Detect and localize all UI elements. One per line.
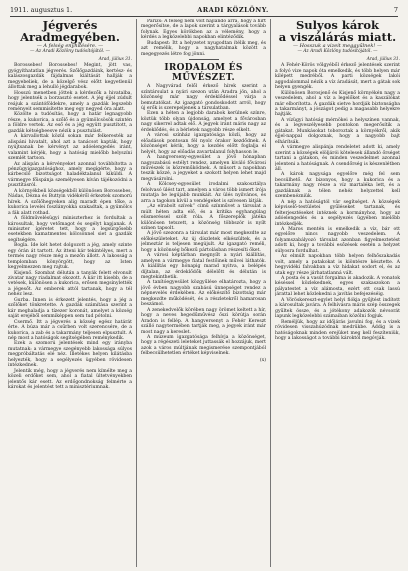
column-right (275, 19, 400, 567)
paragraph: Bogla. Ide két hetet dolgozott a jég, amely szinte egy órán át tartott. Az itteni kár tekintélyes, mert a termés nagy része még a mezőn állott. A lakosság a templomban könyörgött, hogy az Isten kegyelmezzen meg rajtuk. (8, 243, 132, 271)
paragraph: A nép a hatóságtól vár segítséget. A községek képviselő-testületei gyűléseket tartanak, és felterjesztéseket intéznek a kormányhoz, hogy az adóelengedés és a segélyezés ügyében mielőbb intézkedjék. (275, 199, 400, 227)
paragraph: Jelentik még, hogy a jégverés nem kímélte meg a közeli erdőket sem, ahol a fiatal ültetvényekben jelentős kár esett. Az erdőgondnokság felmérte a károkat és jelentést tett a minisztériumnak. (8, 368, 132, 391)
paragraph: Ezen a héten a legjobb darabok kerülnek színre, köztük több olyan újdonság, amelyet a fővárosban nagy sikerrel adtak elő. A jegyek iránt máris nagy az érdeklődés, és a bérletek nagyobb része elkelt. (141, 111, 266, 133)
article-source-hail: — Az Aradi Közlöny tudósítójától. — (29, 49, 111, 55)
paragraph: A hangverseny-egyesület a jövő hónapban nagyszabású estélyt rendez, amelyen kiváló fővárosi művészek is közreműködnek. A műsort a napokban teszik közzé, a jegyeket a szokott helyen lehet majd megvásárolni. (141, 155, 266, 182)
paragraph: „Az elrabolt szívek” című színművet a társulat a múlt héten adta elő, és a kritika egyhangúlag elismeréssel szólt róla. A főszereplők játéka különösen tetszett, a közönség többször is nyílt színen tapsolt. (141, 204, 266, 231)
paragraph: A múzeum igazgatósága felhívja a közönséget, hogy a régészeti leleteket juttassák el hozzájuk, mert azok a város múltjának megismerése szempontjából felbecsülhetetlen értéket képviselnek. (141, 335, 266, 357)
paragraph: Párizs: A felség nem volt hajlandó arra, hogy a hírt megerősítse, de a lapok szerint a tárgyalások tovább folynak. Egyes körökben az a vélemény, hogy a kérdés a legközelebbi napokban elintéződik. (141, 19, 266, 41)
paragraph: Az alispán a kérvényeket azonnal továbbította a pénzügyigazgatósághoz, amely megígérte, hogy a kárbecslő bizottságot haladéktalanul kiküldi. A vármegye főispánja személyesen kíván tájékozódni a pusztításról. (8, 161, 132, 189)
paragraph: Borossebes! Borossebes! Megint, jött vas, gyógyíthatatlan jégverés. Szőlőgazdáink, kertész- és kalászosgazdák fájdalmas kiáltását hallják a megyebeliek, de a közelgő vész előtt kegyetlenül állottak meg a lehulló jégdarabok. (8, 63, 132, 91)
paragraph: Kisjenő. Szombat délután a tanyák felett elvonult zivatar nagy riadalmat okozott. A kár itt kisebb, de a vetések, különösen a kukorica, erősen megsínylették a jégesőt. Az emberek attól tartanak, hogy a tél nehéz lesz. (8, 270, 132, 298)
article-source-flood: — Az Aradi Közlöny tudósítójától. — (297, 49, 378, 55)
paragraph: A Maros mentén is emelkedik a víz, bár ott egyelőre nincs nagyobb veszedelem. A folyamszabályozó társulat azonban figyelmeztetést adott ki, hogy a további esőzések esetén a helyzet súlyosra fordulhat. (275, 226, 400, 254)
paragraph: A Vöröskereszt-egylet helyi fiókja gyűjtést indított a károsultak javára. A felhívásra máris szép összegek gyűltek össze, és a jótékony adakozók névsorát lapunk legközelebbi számaiban közölni fogjuk. (275, 297, 400, 320)
paragraph: Ezek a szomorú jelentések mind egy irányba mutatnak: a vármegye szegényebb lakossága súlyos megpróbáltatás elé néz. Illetékes helyen kilátásba helyezték, hogy a segélyezés ügyében rövidesen intézkednek. (8, 341, 132, 369)
section-title-literature: IRODALOM ÉS MŰVÉSZET. (164, 63, 243, 84)
article-title-flood-line2: a viszálárás miatt. (278, 30, 397, 44)
page-header (10, 4, 398, 17)
paragraph: A károk nagysága egyelőre még fel sem becsülhető. Az bizonyos, hogy a kukorica és a takarmány nagy része a víz martaléka lett, és a gazdáknak a télen nehéz helyzettel kell szembenézniük. (275, 172, 400, 200)
paragraph: A kárvallottak közül sokan már felkeresték az alispáni hivatalt, ahol azt a tanácsot kapták, hogy nyújtsanak be kérvényt az adóelengedés iránt, valamint kérjék, hogy a hatóság mielőbb helyszíni szemlét tartson. (8, 134, 132, 162)
column-left (8, 19, 132, 567)
column-rule-left (136, 19, 137, 567)
article-end-mark: (x) (259, 357, 266, 363)
paragraph: A városi színház igazgatósága közli, hogy az előadások pontosan fél nyolc órakor kezdődnek. A közönséget kérik, hogy a kezdés előtt foglalja el helyét, hogy az előadás zavartalanul folyhasson le. (141, 133, 266, 155)
paragraph: Reméljük, hogy az időjárás javulni fog, és a vizek rövidesen visszahúzódnak medrükbe. Addig is a hatóságoknak minden erejüket meg kell feszíteniük, hogy a lakosságot a további károktól megóvják. (275, 319, 400, 342)
article-subtitle-hail: — A felség enyhítésére. — (36, 43, 104, 49)
column-rule-right (270, 19, 271, 567)
paragraph: A földművelésügyi miniszterhez is fordultak a károsultak, hogy vetőmagot és segélyt kapjanak. A miniszter ígéretet tett, hogy a legsürgősebb esetekben kamatmentes kölcsönnel siet a gazdák segítségére. (8, 216, 132, 243)
paragraph: A vízügyi hatóság mérnökei a helyszínen vannak, és a legveszélyesebb pontokon megerősítik a gátakat. Munkásokat toboroztak a környékről, akik éjjel-nappal dolgoznak, hogy a nagyobb bajt elhárítsák. (275, 117, 400, 145)
article-title-flood-line1: Sulyos károk (296, 19, 379, 32)
paragraph: A városi képtárban megnyílt a nyári kiállítás, amelyen a vármegye fiatal festőinek művei láthatók. A kiállítás egy hónapig marad nyitva, a belépés díjtalan, az érdeklődők délelőtt és délután is megtekinthetik. (141, 253, 266, 281)
article-subtitle-flood: — Hosszuk a vizeit meggyűlnek! — (293, 43, 382, 49)
paragraph: A zenekedvelők körében nagy örömet keltett a hír, hogy a neves hegedűművész őszi körútja során Aradon is fellép. A hangversenyt a Fehér Kereszt szálló nagytermében tartják meg, a jegyek iránt már most nagy a kereslet. (141, 307, 266, 335)
paragraph: A Fehér-Körös völgyéből érkező jelentések szerint a folyó vize napok óta emelkedik, és több helyen már kilépett medréből. A parti községek lakói aggodalommal nézik a víz áradását, mert a gátak sok helyen gyengék. (275, 63, 400, 91)
paragraph: A tanítóegyesület közgyűlése elhatározta, hogy a jövő évben nagyobb szabású ünnepséget rendez a népnevelés érdekében. Az előkészítő bizottság már megkezdte működését, és a részletekről hamarosan beszámol. (141, 280, 266, 308)
paragraph: Közölte a tudósítás, hogy a határ legnagyobb része, a kukorica, a szőlő és a gyümölcsösök szintén a földre vertek. Az eső és a jég együtt pusztított, a gazdák kétségbeesve nézik a pusztulást. (8, 112, 132, 134)
paragraph: A jövő szezonra a társulat már most megkezdte az előkészületeket. Az új díszletek elkészültek, és a jelmeztár is teljesen megújult. Az igazgató reméli, hogy a közönség bőkezű pártolásban részesíti őket. (141, 231, 266, 253)
header-page-number: 7 (393, 6, 398, 14)
paragraph: Budapest: Itt a helyzetet nyugodtan ítélik meg, és azt remélik, hogy a nagyhatalmak között a megegyezés létre fog jönni. (141, 40, 266, 57)
paragraph: A Nagyvárad felől érkező hírek szerint a színtársulat a nyári szezon után Aradra jön, ahol a közönség már nagy érdeklődéssel várja a bemutatókat. Az igazgató gondoskodott arról, hogy új erők is szerepeljenek a társulatban. (141, 84, 266, 111)
header-date: 1911. augusztus 1. (10, 6, 73, 14)
paragraph: A környékbeli községekből különösen Borossebes, Nádas, Dézna és Buttyin vidékéről érkeztek szomorú hírek. A szőlőhegyeken alig maradt épen tőke, a kukorica levelei foszlányokká szakadtak, a gyümölcs a fák alatt rothad. (8, 188, 132, 216)
paragraph: Hosszú menetben jöttek a kérdezők a hivatalba, hogy jelentsék a borzasztó esetet. A jég éjjel zúdult reájuk a szántóföldekre, amely a gazdák legszebb reményeit semmisítette meg egy negyed óra alatt. (8, 90, 132, 112)
paragraph: Csermő. Itt a jégverés a község egész határát érte. A búza már a csűrben volt szerencsére, de a kukorica, a zab és a takarmány teljesen elpusztult. A nép most a hatóságok segítségében reménykedik. (8, 319, 132, 342)
article-dateline-flood: Arad, július 31. (366, 56, 400, 62)
paragraph: Különösen Borosjenő és Kisjenő környékén nagy a veszedelem, ahol a víz a legelőket és a kaszálókat már elborította. A gazdák sietve hordják biztonságba a takarmányt, a jószágot pedig a magasabb helyekre hajtják. (275, 90, 400, 118)
column-middle (141, 19, 266, 567)
header-paper-name: ARADI KÖZLÖNY. (197, 6, 269, 14)
paragraph: A Kölcsey-egyesület irodalmi szakosztálya felolvasó ülést tart, amelyen a város több ismert írója mutatja be legújabb munkáit. Az ülés nyilvános, és arra a tagokon kívül a vendégeket is szívesen látják. (141, 182, 266, 204)
article-dateline-hail: Arad, július 31. (98, 56, 132, 62)
article-title-hail: Jégverés Aradmegyében. (20, 19, 120, 44)
paragraph: A posta és a vasút forgalma is akadozik. A vonatok késéssel közlekednek, egyes szakaszokon a pályatestet a víz alámosta, ezért ott csak lassú járattal lehet közlekedni a javítás befejezéséig. (275, 276, 400, 298)
paragraph: Gurba. Innen is érkezett jelentés, hogy a jég a szőlőket tönkretette. A gazdák számítása szerint a kár meghaladja a tízezer koronát, amelyet a község saját erejéből semmiképpen sem tud pótolni. (8, 297, 132, 320)
paragraph: A vármegye alispánja rendeletet adott ki, amely szerint a községek elöljárói kötelesek állandó őrséget tartani a gátakon, és minden veszedelmet azonnal jelenteni a hatóságnak. A csendőrség is készenlétben áll. (275, 145, 400, 172)
paragraph: Az elmúlt napokban több helyen felhőszakadás volt, amely a patakokat is kiöntésre késztette. A hegyvidéki falvakban a víz hidakat sodort el, és az utak egy része járhatatlanná vált. (275, 254, 400, 276)
section-divider (189, 59, 219, 60)
